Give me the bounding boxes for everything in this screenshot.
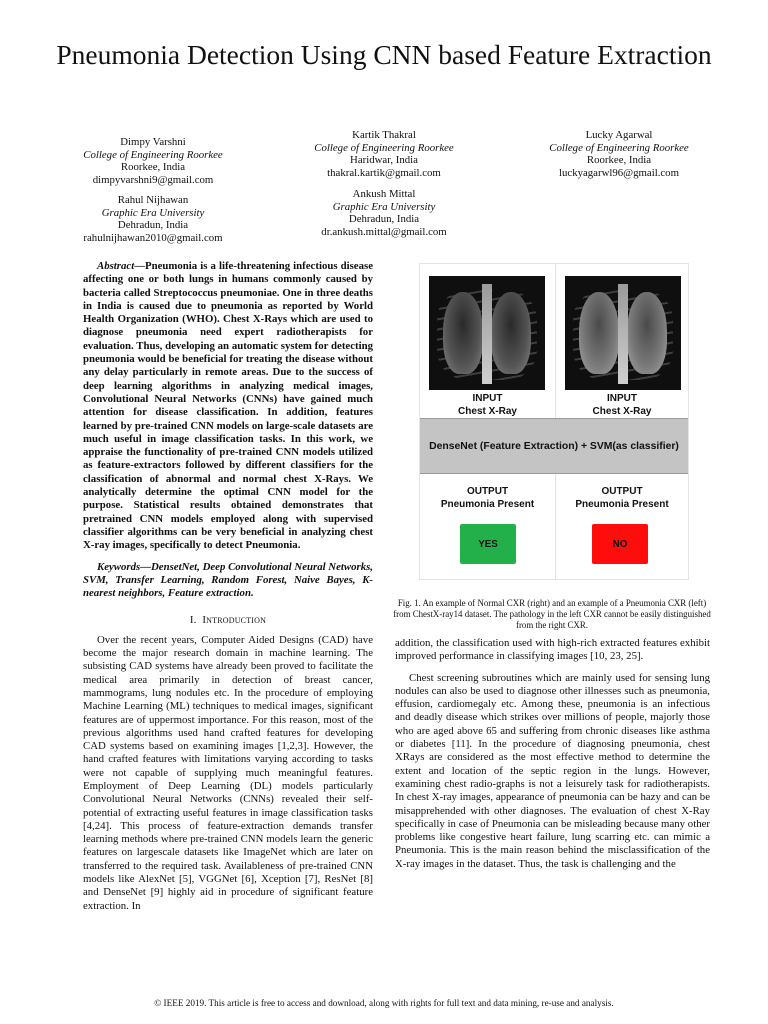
- paper-title: Pneumonia Detection Using CNN based Feature Extraction: [56, 39, 712, 70]
- model-band: DenseNet (Feature Extraction) + SVM(as classifier): [420, 418, 688, 474]
- author-location: Dehradun, India: [348, 213, 420, 226]
- spine-shape: [482, 284, 492, 384]
- author-location: Roorkee, India: [586, 154, 652, 167]
- no-badge: NO: [592, 524, 648, 564]
- spine-shape: [618, 284, 628, 384]
- section-heading: [83, 614, 373, 627]
- output-label-right: [556, 485, 688, 511]
- author-name: Dimpy Varshni: [120, 136, 186, 148]
- body-paragraph: Chest screening subroutines which are mainly used for sensing lung nodules can also be used to diagnose other illnesses such as pneumonia, effusion, cardiomegaly etc. Among these, pneumonia is an infectious and deadly disease which strikes over millions of people, majorly those who are aged above 65 and suffering from chronic diseases like asthma or diabetes [11]. In the procedure of diagnosing pneumonia, chest XRays are considered as the most effective method to determine the extent and location of the septic region in the lungs. However, examining chest radio-graphs is not a leisurely task for radiotherapists. In chest X-ray images, appearance of pneumonia can be hazy and can be misapprehended with other diagnoses. The evaluation of chest X-Ray specifically in case of Pneumonia can be misleading because many other problems like congestive heart failure, lung scarring etc. can mimic a Pneumonia. This is the main reason behind the misclassification of the X-ray images in the dataset. Thus, the task is challenging and the: [395, 671, 710, 870]
- label-line: Chest X-Ray: [592, 406, 652, 417]
- label-line: OUTPUT: [601, 486, 643, 497]
- section-title: Introduction: [202, 614, 267, 627]
- author-email: rahulnijhawan2010@gmail.com: [83, 231, 223, 244]
- author-5: [271, 188, 497, 238]
- label-line: INPUT: [472, 393, 503, 404]
- label-line: OUTPUT: [466, 486, 509, 497]
- chest-xray-image-right: [565, 276, 681, 390]
- intro-paragraph: Over the recent years, Computer Aided Designs (CAD) have become the major research domain in machine learning. The subsisting CAD systems have already been proved to facilitate the medical area primarily in detection of breast cancer, mammograms, lung nodules etc. In the procedure of employing Machine Learning (ML) techniques to medical images, significant features are of uppermost importance. For this reason, most of the previous algorithms used hand crafted features for developing CAD systems based on examining images [1,2,3]. However, the hand crafted features with limitations varying according to tasks were not capable of supplying much meaningful features. Employment of Deep Learning (DL) models particularly Convolutional Neural Networks (CNNs) revealed their self-potential of extracting useful features in image classification tasks [4,24]. This process of feature-extraction demands transfer learning methods where pre-trained CNN models learn the generic features on largescale datasets like ImageNet which are later on transferred to the required task. Availableness of pre-trained CNN models like AlexNet [5], VGGNet [6], Xception [7], ResNet [8] and DenseNet [9] highly aid in procedure of significant feature extraction. In: [83, 633, 373, 912]
- author-name: Rahul Nijhawan: [117, 194, 189, 206]
- label-line: Pneumonia Present: [575, 499, 669, 510]
- body-paragraph: addition, the classification used with high-rich extracted features exhibit improved performance in classifying images [10, 23, 25].: [395, 637, 710, 663]
- section-number: I.: [189, 614, 197, 627]
- author-4: [40, 194, 266, 244]
- author-2: [271, 129, 497, 179]
- author-email: luckyagarwl96@gmail.com: [559, 166, 679, 179]
- author-name: Kartik Thakral: [352, 129, 416, 141]
- output-label-left: [420, 485, 555, 511]
- author-email: dr.ankush.mittal@gmail.com: [321, 225, 447, 238]
- author-affiliation: Graphic Era University: [332, 200, 436, 213]
- input-label-left: [420, 392, 555, 418]
- lung-shape: [627, 292, 667, 374]
- copyright-footer: © IEEE 2019. This article is free to access and download, along with rights for full text and data mining, re-use and analysis.: [154, 998, 614, 1008]
- label-line: Chest X-Ray: [458, 406, 517, 417]
- author-location: Dehradun, India: [117, 219, 189, 232]
- author-3: [503, 129, 735, 179]
- author-name: Lucky Agarwal: [585, 129, 653, 141]
- yes-badge: YES: [460, 524, 516, 564]
- figure-1: [419, 263, 689, 580]
- author-email: dimpyvarshni9@gmail.com: [92, 173, 214, 186]
- author-affiliation: Graphic Era University: [101, 206, 205, 219]
- author-affiliation: College of Engineering Roorkee: [549, 141, 689, 154]
- chest-xray-image-left: [429, 276, 545, 390]
- author-location: Haridwar, India: [350, 154, 418, 167]
- abstract: [83, 260, 373, 553]
- abstract-label: Abstract: [97, 260, 135, 272]
- abstract-text: —Pneumonia is a life-threatening infectious disease affecting one or both lungs in humans commonly caused by bacteria called Streptococcus pneumoniae. One in three deaths in India is caused due to pneumonia as reported by World Health Organization (WHO). Chest X-Rays which are used to diagnose pneumonia need expert radiotherapists for evaluation. Thus, developing an automatic system for detecting pneumonia would be beneficial for treating the disease without any delay particularly in remote areas. Due to the success of deep learning algorithms in analyzing medical images, Convolutional Neural Networks (CNNs) have gained much attention for disease classification. In addition, features learned by pre-trained CNN models on large-scale datasets are much useful in image classification tasks. In this work, we appraise the functionality of pre-trained CNN models utilized as feature-extractors followed by different classifiers for the classification of abnormal and normal chest X-Rays. We analytically determine the optimal CNN model for the purpose. Statistical results obtained demonstrates that pretrained CNN models employed along with supervised classifier algorithms can be very beneficial in analyzing chest X-ray images, specifically to detect Pneumonia.: [83, 260, 373, 552]
- keywords: Keywords—DensetNet, Deep Convolutional Neural Networks, SVM, Transfer Learning, Random Forest, Naive Bayes, K-nearest neighbors, Feature extraction.: [83, 560, 373, 600]
- figure-caption: Fig. 1. An example of Normal CXR (right) and an example of a Pneumonia CXR (left) from ChestX-ray14 dataset. The pathology in the left CXR cannot be easily distinguished from the right CXR.: [393, 598, 711, 630]
- lung-shape: [443, 292, 483, 374]
- label-line: Pneumonia Present: [440, 499, 535, 510]
- author-location: Roorkee, India: [120, 161, 186, 174]
- left-column: [83, 260, 373, 913]
- label-line: INPUT: [607, 393, 637, 404]
- author-affiliation: College of Engineering Roorkee: [83, 148, 223, 161]
- author-1: [40, 136, 266, 186]
- lung-shape: [491, 292, 531, 374]
- author-email: thakral.kartik@gmail.com: [327, 166, 441, 179]
- right-column: [395, 637, 710, 871]
- lung-shape: [579, 292, 619, 374]
- input-label-right: [556, 392, 688, 418]
- author-affiliation: College of Engineering Roorkee: [314, 141, 454, 154]
- author-name: Ankush Mittal: [352, 188, 416, 200]
